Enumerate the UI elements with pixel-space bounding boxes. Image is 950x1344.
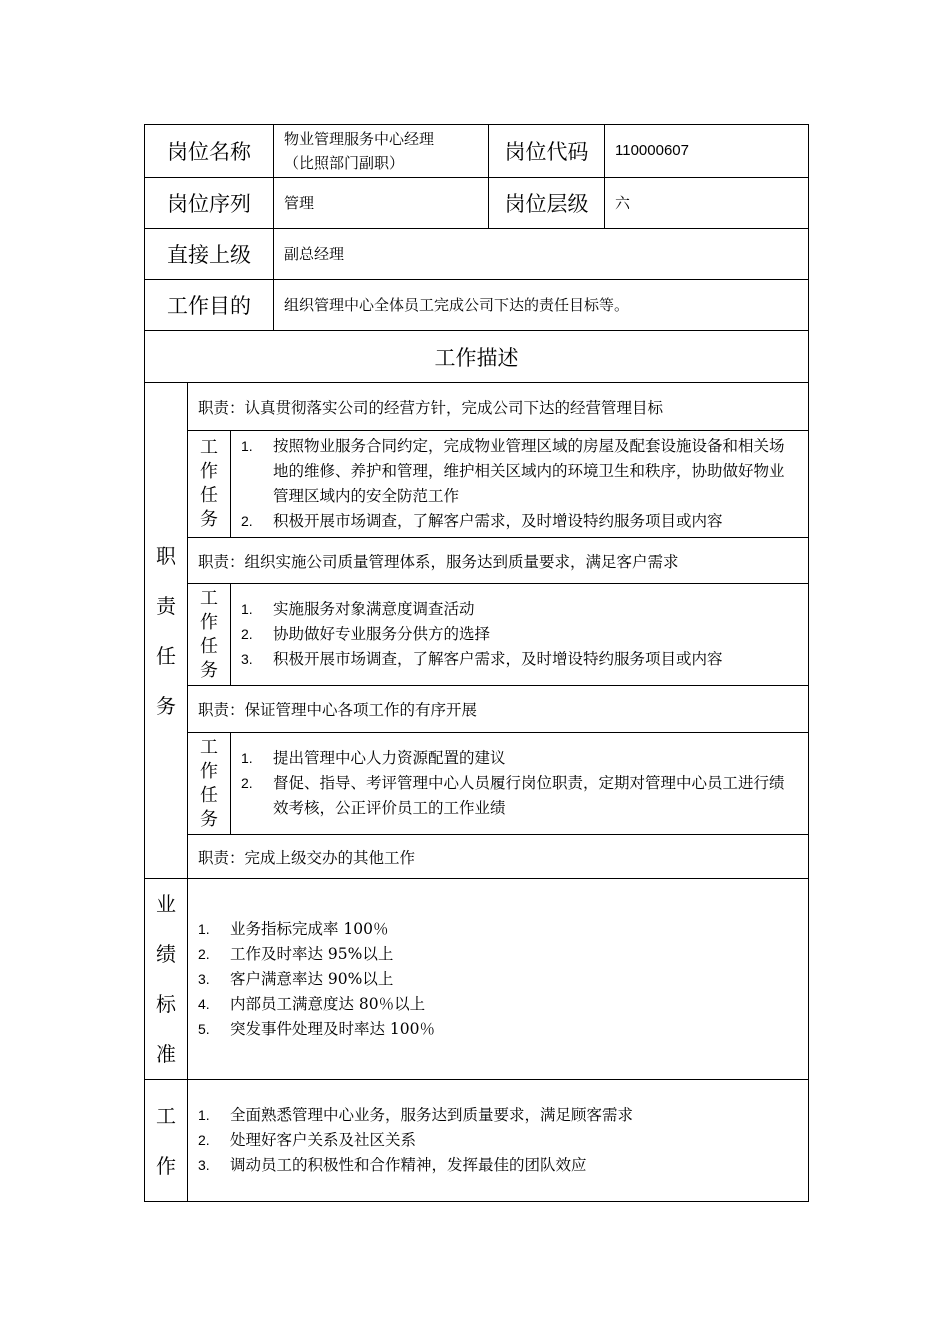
direct-superior-value: 副总经理: [274, 229, 809, 280]
work-item: 3. 调动员工的积极性和合作精神，发挥最佳的团队效应: [198, 1156, 587, 1174]
row-direct-superior: [145, 229, 809, 280]
position-code-label: 岗位代码: [489, 125, 605, 178]
description-title: 工作描述: [145, 331, 809, 383]
duty-row-1: [145, 383, 809, 431]
work-item: 1. 全面熟悉管理中心业务，服务达到质量要求，满足顾客需求: [198, 1106, 634, 1124]
row-work: [145, 1080, 809, 1202]
task-label: 工 作 任 务: [188, 431, 231, 538]
duty-text: 职责：保证管理中心各项工作的有序开展: [188, 686, 809, 733]
task-list: [231, 733, 809, 835]
duty-text: 职责：完成上级交办的其他工作: [188, 835, 809, 879]
duty-row-4: [145, 835, 809, 879]
row-position-series: [145, 178, 809, 229]
job-description-table: [144, 124, 809, 1202]
task-item: 1. 按照物业服务合同约定，完成物业管理区域的房屋及配套设施设备和相关场地的维修、养护和管理，维护相关区域内的环境卫生和秩序，协助做好物业管理区域内的安全防范工作: [241, 437, 785, 505]
task-item: 1. 实施服务对象满意度调查活动: [241, 600, 475, 618]
position-code-value: 110000607: [605, 125, 809, 178]
performance-item: 3. 客户满意率达 90%以上: [198, 969, 394, 988]
position-name-value: [274, 125, 489, 178]
direct-superior-label: 直接上级: [145, 229, 274, 280]
performance-section-label: 业 绩 标 准: [145, 879, 188, 1080]
position-name-label: 岗位名称: [145, 125, 274, 178]
task-item: 1. 提出管理中心人力资源配置的建议: [241, 749, 506, 767]
performance-item: 2. 工作及时率达 95%以上: [198, 944, 394, 963]
work-purpose-value: 组织管理中心全体员工完成公司下达的责任目标等。: [274, 280, 809, 331]
position-series-label: 岗位序列: [145, 178, 274, 229]
position-level-label: 岗位层级: [489, 178, 605, 229]
duty-text: 职责：认真贯彻落实公司的经营方针，完成公司下达的经营管理目标: [188, 383, 809, 431]
task-row-3: [145, 733, 809, 835]
position-name-line1: 物业管理服务中心经理: [284, 130, 435, 148]
row-position-name: [145, 125, 809, 178]
task-list: [231, 584, 809, 686]
task-list: [231, 431, 809, 538]
work-purpose-label: 工作目的: [145, 280, 274, 331]
position-name-line2: （比照部门副职）: [284, 154, 405, 172]
task-label: 工 作 任 务: [188, 584, 231, 686]
row-work-purpose: [145, 280, 809, 331]
position-series-value: 管理: [274, 178, 489, 229]
task-row-2: [145, 584, 809, 686]
work-section-label: 工 作: [145, 1080, 188, 1202]
performance-item: 5. 突发事件处理及时率达 100％: [198, 1019, 436, 1038]
task-label: 工 作 任 务: [188, 733, 231, 835]
row-performance: [145, 879, 809, 1080]
work-item: 2. 处理好客户关系及社区关系: [198, 1131, 417, 1149]
performance-item: 1. 业务指标完成率 100％: [198, 919, 389, 938]
task-item: 2. 协助做好专业服务分供方的选择: [241, 625, 491, 643]
duty-row-2: [145, 538, 809, 584]
row-description-title: [145, 331, 809, 383]
work-list: [188, 1080, 809, 1202]
position-level-value: 六: [605, 178, 809, 229]
duty-row-3: [145, 686, 809, 733]
duties-section-label: 职 责 任 务: [145, 383, 188, 879]
performance-item: 4. 内部员工满意度达 80％以上: [198, 994, 426, 1013]
task-item: 2. 督促、指导、考评管理中心人员履行岗位职责，定期对管理中心员工进行绩效考核，公正评价员工的工作业绩: [241, 774, 785, 817]
task-item: 3. 积极开展市场调查，了解客户需求，及时增设特约服务项目或内容: [241, 650, 723, 668]
performance-list: [188, 879, 809, 1080]
task-row-1: [145, 431, 809, 538]
duty-text: 职责：组织实施公司质量管理体系，服务达到质量要求，满足客户需求: [188, 538, 809, 584]
task-item: 2. 积极开展市场调查，了解客户需求，及时增设特约服务项目或内容: [241, 512, 723, 530]
